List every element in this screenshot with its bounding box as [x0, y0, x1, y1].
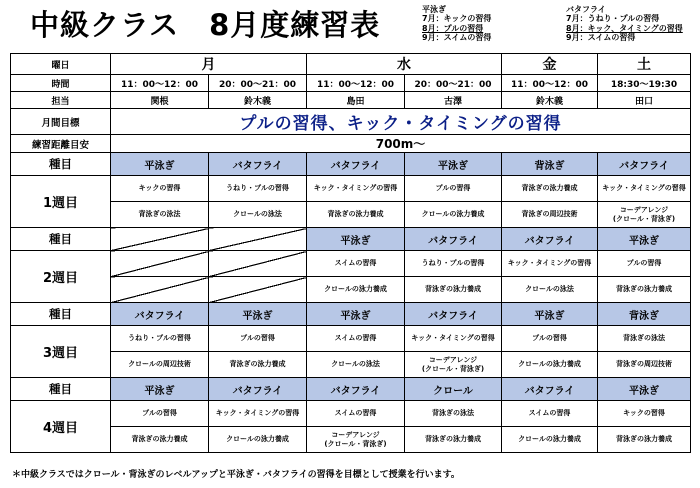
teacher-cell: 鈴木義: [209, 92, 307, 109]
week-label: 3週目: [11, 326, 111, 378]
skill-row: [11, 176, 691, 202]
row-label-goal: 月間目標: [11, 109, 111, 135]
skill-row: [11, 352, 691, 378]
skill-cell: クロールの泳法: [209, 202, 307, 228]
schedule-table: [10, 53, 691, 453]
skill-cell: クロールの泳力養成: [502, 352, 598, 378]
legend-line: 9月：スイムの習得: [422, 33, 492, 43]
teacher-cell: 鈴木義: [502, 92, 598, 109]
stroke-cell: バタフライ: [502, 378, 598, 401]
teacher-cell: 関根: [111, 92, 209, 109]
no-class-cell: [111, 251, 209, 277]
legend-label: 平泳ぎ: [422, 5, 446, 14]
day-saturday: 土: [598, 54, 691, 75]
skill-cell: 背泳ぎの泳力養成: [111, 427, 209, 453]
stroke-cell: バタフライ: [111, 303, 209, 326]
stroke-cell: バタフライ: [405, 303, 502, 326]
page-title: 中級クラス 8月度練習表: [30, 8, 381, 42]
skill-cell: クロールの泳力養成: [502, 427, 598, 453]
no-class-cell: [209, 251, 307, 277]
skill-cell: キック・タイミングの習得: [502, 251, 598, 277]
practice-distance: 700m～: [111, 135, 691, 153]
stroke-cell: クロール: [405, 378, 502, 401]
skill-cell: キックの習得: [111, 176, 209, 202]
breaststroke-legend: [422, 5, 491, 43]
skill-cell: うねり・プルの習得: [405, 251, 502, 277]
time-cell: 18:30～19:30: [598, 75, 691, 92]
stroke-cell: 平泳ぎ: [598, 378, 691, 401]
stroke-cell: 背泳ぎ: [502, 153, 598, 176]
skill-cell: クロールの泳力養成: [209, 427, 307, 453]
teacher-row: [11, 92, 691, 109]
legend-line: 7月：うねり・プルの習得: [566, 14, 660, 24]
skill-row: [11, 251, 691, 277]
stroke-cell: バタフライ: [307, 153, 405, 176]
day-monday: 月: [111, 54, 307, 75]
row-label-teacher: 担当: [11, 92, 111, 109]
row-label-time: 時間: [11, 75, 111, 92]
time-cell: 11：00～12：00: [111, 75, 209, 92]
skill-cell: 背泳ぎの泳力養成: [598, 427, 691, 453]
time-row: [11, 75, 691, 92]
skill-cell: うねり・プルの習得: [209, 176, 307, 202]
skill-cell: 背泳ぎの泳力養成: [405, 427, 502, 453]
time-cell: 11：00～12：00: [307, 75, 405, 92]
legend-line-current: 8月：キック、タイミングの習得: [566, 23, 683, 33]
no-class-cell: [209, 228, 307, 251]
skill-cell: クロールの泳法: [502, 277, 598, 303]
skill-cell: 背泳ぎの泳法: [405, 401, 502, 427]
stroke-cell: 平泳ぎ: [307, 303, 405, 326]
legend-line: 9月：スイムの習得: [566, 33, 636, 43]
page-header: [0, 0, 700, 52]
legend-line: 7月：キックの習得: [422, 14, 492, 24]
no-class-cell: [111, 228, 209, 251]
stroke-cell: 平泳ぎ: [111, 153, 209, 176]
stroke-cell: 平泳ぎ: [405, 153, 502, 176]
time-cell: 11：00～12：00: [502, 75, 598, 92]
skill-cell: スイムの習得: [502, 401, 598, 427]
distance-row: [11, 135, 691, 153]
skill-cell: 背泳ぎの泳力養成: [502, 176, 598, 202]
skill-row: [11, 277, 691, 303]
stroke-cell: バタフライ: [405, 228, 502, 251]
row-label-type: 種目: [11, 228, 111, 251]
day-row: [11, 54, 691, 75]
teacher-cell: 田口: [598, 92, 691, 109]
stroke-cell: 平泳ぎ: [502, 303, 598, 326]
day-friday: 金: [502, 54, 598, 75]
row-label-day: 曜日: [11, 54, 111, 75]
skill-row: [11, 427, 691, 453]
skill-row: [11, 401, 691, 427]
skill-cell: 背泳ぎの泳法: [111, 202, 209, 228]
skill-cell: キック・タイミングの習得: [307, 176, 405, 202]
skill-cell: 背泳ぎの周辺技術: [598, 352, 691, 378]
skill-cell: キック・タイミングの習得: [209, 401, 307, 427]
skill-cell: キック・タイミングの習得: [405, 326, 502, 352]
skill-cell: クロールの泳法: [307, 352, 405, 378]
week-label: 1週目: [11, 176, 111, 228]
week-label: 2週目: [11, 251, 111, 303]
skill-cell: プルの習得: [209, 326, 307, 352]
skill-cell: うねり・プルの習得: [111, 326, 209, 352]
no-class-cell: [111, 277, 209, 303]
skill-cell: プルの習得: [405, 176, 502, 202]
skill-cell: クロールの泳力養成: [405, 202, 502, 228]
stroke-row: [11, 228, 691, 251]
teacher-cell: 古澤: [405, 92, 502, 109]
stroke-cell: バタフライ: [598, 153, 691, 176]
monthly-goal: プルの習得、キック・タイミングの習得: [111, 109, 691, 135]
time-cell: 20：00～21：00: [209, 75, 307, 92]
row-label-type: 種目: [11, 153, 111, 176]
legend-line-current: 8月：プルの習得: [422, 23, 484, 33]
skill-cell: プルの習得: [598, 251, 691, 277]
stroke-cell: 平泳ぎ: [598, 228, 691, 251]
skill-cell: クロールの泳力養成: [307, 277, 405, 303]
butterfly-legend: [566, 5, 683, 43]
skill-cell: 背泳ぎの周辺技術: [502, 202, 598, 228]
row-label-type: 種目: [11, 378, 111, 401]
skill-cell: キックの習得: [598, 401, 691, 427]
skill-row: [11, 202, 691, 228]
skill-cell: コーデアレンジ (クロール・背泳ぎ): [405, 352, 502, 378]
day-wednesday: 水: [307, 54, 502, 75]
skill-cell: 背泳ぎの泳力養成: [307, 202, 405, 228]
skill-cell: スイムの習得: [307, 401, 405, 427]
stroke-cell: 平泳ぎ: [209, 303, 307, 326]
skill-cell: 背泳ぎの泳力養成: [405, 277, 502, 303]
skill-cell: クロールの周辺技術: [111, 352, 209, 378]
stroke-row: [11, 378, 691, 401]
row-label-distance: 練習距離目安: [11, 135, 111, 153]
teacher-cell: 島田: [307, 92, 405, 109]
skill-cell: スイムの習得: [307, 326, 405, 352]
skill-cell: スイムの習得: [307, 251, 405, 277]
skill-cell: 背泳ぎの泳法: [598, 326, 691, 352]
stroke-cell: 背泳ぎ: [598, 303, 691, 326]
skill-row: [11, 326, 691, 352]
skill-cell: プルの習得: [502, 326, 598, 352]
stroke-row: [11, 303, 691, 326]
legend-label: バタフライ: [566, 5, 606, 14]
skill-cell: プルの習得: [111, 401, 209, 427]
stroke-cell: バタフライ: [307, 378, 405, 401]
skill-cell: コーデアレンジ (クロール・背泳ぎ): [598, 202, 691, 228]
time-cell: 20：00～21：00: [405, 75, 502, 92]
skill-cell: キック・タイミングの習得: [598, 176, 691, 202]
stroke-cell: 平泳ぎ: [111, 378, 209, 401]
stroke-cell: バタフライ: [209, 153, 307, 176]
row-label-type: 種目: [11, 303, 111, 326]
week-label: 4週目: [11, 401, 111, 453]
skill-cell: 背泳ぎの泳力養成: [209, 352, 307, 378]
stroke-row: [11, 153, 691, 176]
skill-cell: コーデアレンジ (クロール・背泳ぎ): [307, 427, 405, 453]
stroke-cell: バタフライ: [502, 228, 598, 251]
stroke-cell: バタフライ: [209, 378, 307, 401]
skill-cell: 背泳ぎの泳力養成: [598, 277, 691, 303]
stroke-cell: 平泳ぎ: [307, 228, 405, 251]
no-class-cell: [209, 277, 307, 303]
goal-row: [11, 109, 691, 135]
footer-note: ＊中級クラスではクロール・背泳ぎのレベルアップと平泳ぎ・バタフライの習得を目標として授業を行います。: [12, 470, 460, 480]
